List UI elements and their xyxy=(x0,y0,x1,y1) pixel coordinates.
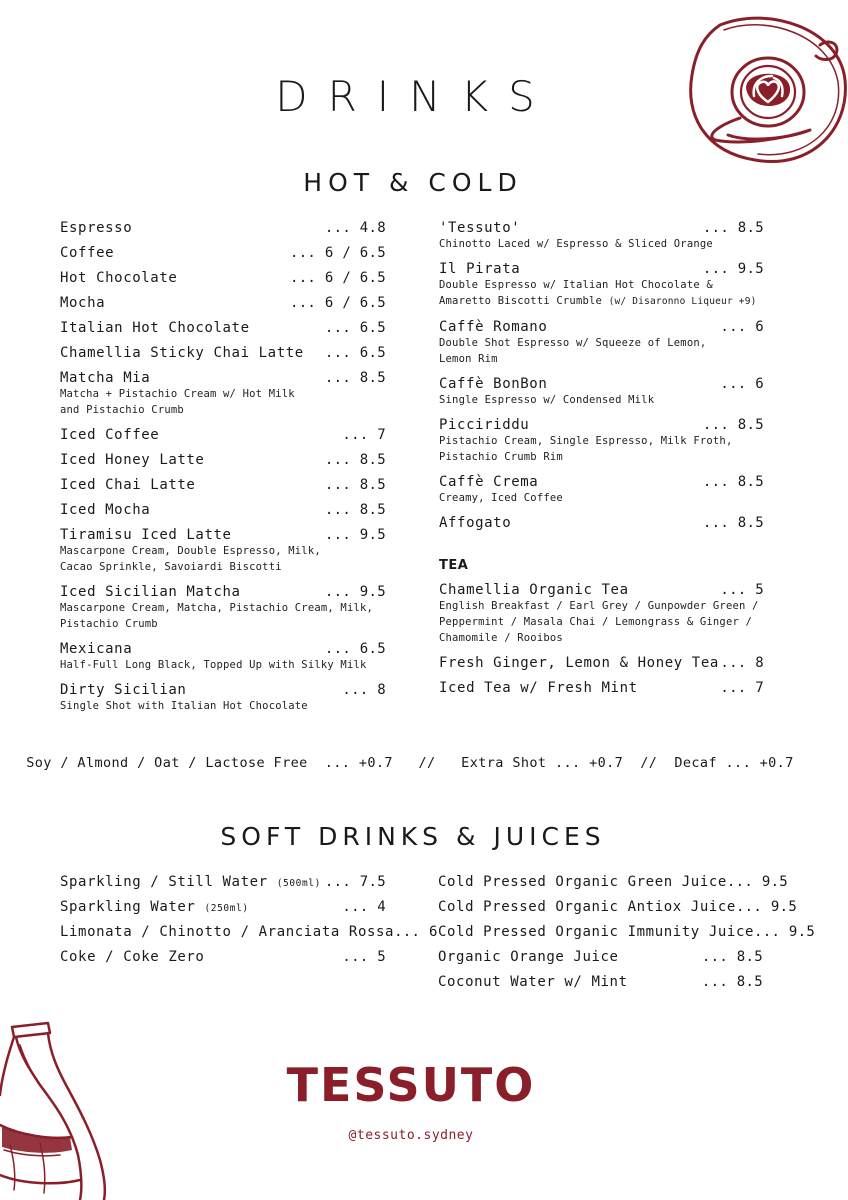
section-title-soft-drinks: SOFT DRINKS & JUICES xyxy=(220,822,606,851)
page-title: DRINKS xyxy=(275,72,555,121)
menu-item-name: Matcha Mia xyxy=(60,370,151,386)
menu-item-name: Chamellia Sticky Chai Latte xyxy=(60,345,304,361)
menu-item-price: ... 7 xyxy=(720,680,764,696)
menu-item-price: ... 9.5 xyxy=(702,261,764,277)
menu-item-row xyxy=(60,477,386,493)
menu-item-price: ... 8.5 xyxy=(702,220,764,236)
menu-item-name: Hot Chocolate xyxy=(60,270,178,286)
drink-price: ... 4 xyxy=(342,899,386,915)
tea-heading: TEA xyxy=(439,558,469,573)
menu-item-price: ... 9.5 xyxy=(324,584,386,600)
drink-name-text: Limonata / Chinotto / Aranciata Rossa xyxy=(60,924,395,940)
menu-item xyxy=(439,582,764,646)
drink-name-text: Sparkling / Still Water xyxy=(60,874,277,890)
menu-item-name: Tiramisu Iced Latte xyxy=(60,527,232,543)
menu-item-price: ... 6 / 6.5 xyxy=(289,295,386,311)
menu-item xyxy=(60,502,386,518)
menu-item-name: Picciriddu xyxy=(439,417,530,433)
menu-item-price: ... 8 xyxy=(342,682,386,698)
menu-item xyxy=(60,427,386,443)
menu-item-name: Iced Sicilian Matcha xyxy=(60,584,241,600)
menu-item-name: Mocha xyxy=(60,295,106,311)
menu-item xyxy=(60,245,386,261)
menu-item xyxy=(60,641,386,673)
menu-item-description-main: Amaretto Biscotti Crumble xyxy=(439,295,609,307)
section-title-hot-cold: HOT & COLD xyxy=(303,168,523,197)
menu-item xyxy=(60,320,386,336)
drink-name xyxy=(60,924,394,940)
menu-item-name: Italian Hot Chocolate xyxy=(60,320,250,336)
brand-logo: TESSUTO xyxy=(286,1058,536,1112)
menu-item xyxy=(60,345,386,361)
drink-name-text: Sparkling Water xyxy=(60,899,205,915)
drink-row xyxy=(60,924,438,940)
menu-item-row xyxy=(439,680,764,696)
menu-item-name: Coffee xyxy=(60,245,115,261)
drink-name xyxy=(60,874,321,890)
menu-item xyxy=(60,452,386,468)
menu-item-row xyxy=(60,320,386,336)
soft-drinks-left-column xyxy=(60,874,438,965)
menu-item xyxy=(60,477,386,493)
drink-price: ... 5 xyxy=(342,949,386,965)
menu-item-description: Chamomile / Rooibos xyxy=(439,632,563,644)
menu-item xyxy=(439,261,764,310)
drink-row xyxy=(438,874,789,890)
drink-row xyxy=(438,974,763,990)
menu-item-description: Creamy, Iced Coffee xyxy=(439,492,563,504)
menu-item-description: Pistachio Cream, Single Espresso, Milk Froth, xyxy=(439,435,733,447)
menu-item xyxy=(439,680,764,696)
menu-item-price: ... 9.5 xyxy=(324,527,386,543)
menu-item-row xyxy=(60,345,386,361)
menu-item-description: and Pistachio Crumb xyxy=(60,404,184,416)
menu-item-row xyxy=(439,319,764,335)
menu-item xyxy=(60,220,386,236)
menu-item-name: Caffè BonBon xyxy=(439,376,548,392)
menu-item xyxy=(439,655,764,671)
menu-item-row xyxy=(439,582,764,598)
menu-item-description: Chinotto Laced w/ Espresso & Sliced Orange xyxy=(439,238,713,250)
menu-item xyxy=(439,376,764,408)
menu-item-price: ... 6.5 xyxy=(324,641,386,657)
drink-size: (500ml) xyxy=(276,878,321,889)
menu-item-description: Peppermint / Masala Chai / Lemongrass & Ginger / xyxy=(439,616,753,628)
drink-row xyxy=(438,899,798,915)
hot-cold-right-column xyxy=(439,220,764,531)
menu-item-price: ... 6 xyxy=(720,319,764,335)
drink-size: (250ml) xyxy=(204,903,249,914)
drink-name-text: Cold Pressed Organic Green Juice xyxy=(438,874,727,890)
drink-row xyxy=(60,949,386,965)
menu-item-row xyxy=(439,417,764,433)
menu-item-name: Espresso xyxy=(60,220,133,236)
drink-name xyxy=(438,899,736,915)
drink-name xyxy=(60,899,249,915)
menu-item xyxy=(60,370,386,418)
drink-price: ... 8.5 xyxy=(701,974,763,990)
menu-item-price: ... 6 xyxy=(720,376,764,392)
menu-item xyxy=(60,682,386,714)
menu-item xyxy=(60,584,386,632)
menu-item-row xyxy=(60,584,386,600)
menu-item-price: ... 8 xyxy=(720,655,764,671)
menu-item-name: Dirty Sicilian xyxy=(60,682,187,698)
drink-name xyxy=(438,924,754,940)
drink-row xyxy=(60,874,386,890)
menu-item-row xyxy=(439,655,764,671)
drink-row xyxy=(438,949,763,965)
drink-name-text: Cold Pressed Organic Immunity Juice xyxy=(438,924,755,940)
drink-name xyxy=(438,874,727,890)
menu-item-name: Affogato xyxy=(439,515,512,531)
menu-item-row xyxy=(439,515,764,531)
menu-item-name: Iced Tea w/ Fresh Mint xyxy=(439,680,638,696)
menu-item xyxy=(60,295,386,311)
drink-price: ... 8.5 xyxy=(701,949,763,965)
menu-item-price: ... 6.5 xyxy=(324,345,386,361)
menu-item-price: ... 6.5 xyxy=(324,320,386,336)
drink-name xyxy=(438,974,628,990)
menu-item-price: ... 8.5 xyxy=(702,417,764,433)
menu-item-name: Caffè Romano xyxy=(439,319,548,335)
menu-item-description: Lemon Rim xyxy=(439,353,498,365)
menu-item xyxy=(60,527,386,575)
menu-item-price: ... 8.5 xyxy=(702,515,764,531)
menu-item xyxy=(439,319,764,367)
menu-item-description: English Breakfast / Earl Grey / Gunpowder Green / xyxy=(439,600,759,612)
menu-item-description: Single Shot with Italian Hot Chocolate xyxy=(60,700,308,712)
menu-item xyxy=(439,474,764,506)
drink-name-text: Organic Orange Juice xyxy=(438,949,619,965)
menu-item-row xyxy=(439,220,764,236)
menu-item-row xyxy=(60,220,386,236)
menu-item xyxy=(439,515,764,531)
menu-item-name: Chamellia Organic Tea xyxy=(439,582,629,598)
menu-item-description: Double Espresso w/ Italian Hot Chocolate & xyxy=(439,279,713,291)
menu-item-row xyxy=(60,295,386,311)
menu-item-row xyxy=(60,502,386,518)
menu-item-name: Iced Chai Latte xyxy=(60,477,196,493)
drink-name-text: Cold Pressed Organic Antiox Juice xyxy=(438,899,736,915)
menu-item xyxy=(439,417,764,465)
menu-item-row xyxy=(439,261,764,277)
menu-item-price: ... 8.5 xyxy=(324,370,386,386)
menu-item-price: ... 8.5 xyxy=(324,502,386,518)
menu-item xyxy=(439,220,764,252)
drink-price: ... 9.5 xyxy=(754,924,816,940)
menu-item-price: ... 6 / 6.5 xyxy=(289,245,386,261)
drink-name-text: Coconut Water w/ Mint xyxy=(438,974,628,990)
drink-row xyxy=(60,899,386,915)
tea-section xyxy=(439,558,764,696)
soft-drinks-right-column xyxy=(438,874,816,990)
menu-item-description xyxy=(439,293,764,310)
menu-item-name: Iced Mocha xyxy=(60,502,151,518)
menu-item-row xyxy=(60,641,386,657)
menu-item-description: Single Espresso w/ Condensed Milk xyxy=(439,394,655,406)
menu-item-price: ... 8.5 xyxy=(324,452,386,468)
menu-item-description: Pistachio Crumb Rim xyxy=(439,451,563,463)
menu-item-price: ... 8.5 xyxy=(702,474,764,490)
menu-item-row xyxy=(60,370,386,386)
drink-price: ... 9.5 xyxy=(735,899,798,915)
menu-item-description: Matcha + Pistachio Cream w/ Hot Milk xyxy=(60,388,295,400)
instagram-handle: @tessuto.sydney xyxy=(348,1128,474,1143)
menu-item-price: ... 6 / 6.5 xyxy=(289,270,386,286)
menu-item xyxy=(60,270,386,286)
menu-item-price: ... 7 xyxy=(342,427,386,443)
menu-item-name: Mexicana xyxy=(60,641,133,657)
drink-row xyxy=(438,924,816,940)
menu-item-price: ... 5 xyxy=(720,582,764,598)
menu-item-description: Half-Full Long Black, Topped Up with Silky Milk xyxy=(60,659,367,671)
menu-item-name: Caffè Crema xyxy=(439,474,539,490)
menu-item-description-note: (w/ Disaronno Liqueur +9) xyxy=(608,296,757,307)
menu-item-name: Il Pirata xyxy=(439,261,521,277)
drink-price: ... 7.5 xyxy=(324,874,386,890)
menu-item-name: Fresh Ginger, Lemon & Honey Tea xyxy=(439,655,719,671)
menu-item-description: Cacao Sprinkle, Savoiardi Biscotti xyxy=(60,561,282,573)
menu-item-description: Pistachio Crumb xyxy=(60,618,158,630)
menu-item-price: ... 4.8 xyxy=(324,220,386,236)
drink-price: ... 9.5 xyxy=(726,874,789,890)
menu-item-row xyxy=(439,474,764,490)
milk-extras-note: Soy / Almond / Oat / Lactose Free ... +0.7 // Extra Shot ... +0.7 // Decaf ... +0.7 xyxy=(26,755,794,771)
menu-item-description: Mascarpone Cream, Matcha, Pistachio Cream, Milk, xyxy=(60,602,374,614)
drink-name xyxy=(60,949,204,965)
menu-item-name: Iced Coffee xyxy=(60,427,160,443)
menu-item-name: 'Tessuto' xyxy=(439,220,521,236)
menu-item-price: ... 8.5 xyxy=(324,477,386,493)
menu-item-row xyxy=(60,682,386,698)
drink-price: ... 6 xyxy=(394,924,438,940)
menu-item-description: Double Shot Espresso w/ Squeeze of Lemon, xyxy=(439,337,707,349)
menu-item-row xyxy=(60,452,386,468)
menu-item-row xyxy=(60,527,386,543)
menu-item-row xyxy=(60,270,386,286)
menu-item-row xyxy=(439,376,764,392)
drink-name xyxy=(438,949,619,965)
menu-item-row xyxy=(60,245,386,261)
hot-cold-left-column xyxy=(60,220,386,714)
menu-item-name: Iced Honey Latte xyxy=(60,452,205,468)
drink-name-text: Coke / Coke Zero xyxy=(60,949,205,965)
menu-item-row xyxy=(60,427,386,443)
menu-item-description: Mascarpone Cream, Double Espresso, Milk, xyxy=(60,545,321,557)
